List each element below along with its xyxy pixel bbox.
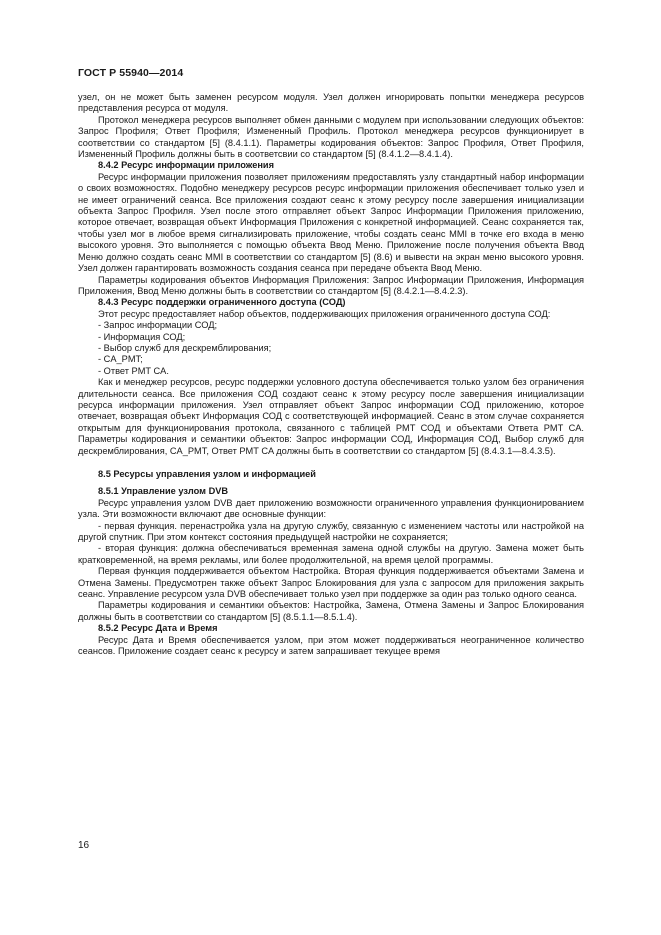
section-heading-8-4-3: 8.4.3 Ресурс поддержки ограниченного доступа (СОД) (98, 297, 346, 308)
list-item: - первая функция. перенастройка узла на другую службу, связанную с изменением частоты или настройкой на другой спутник. При этом контекст состояния предыдущей настройки не сохраняется; (78, 520, 584, 543)
paragraph-resource-manager: Протокол менеджера ресурсов выполняет обмен данными с модулем при использовании следующих объектов: Запрос Профиля; Ответ Профиля; Измененный Профиль. Протокол менеджера ресурсов функционирует в соответствии со стандартом [5] (8.4.1.1). Параметры кодирования объектов: Запрос Профиля, Ответ Профиля, Измененный Профиль должны быть в соответсвии со стандартом [5] (8.4.1.2—8.4.1.4). (78, 114, 584, 160)
page-number: 16 (78, 840, 90, 851)
list-item: - вторая функция: должна обеспечиваться временная замена одной службы на другую. Замена может быть кратковременной, на время рекламы, или более продолжительной, на время целой программы. (78, 543, 584, 565)
paragraph-continuation: узел, он не может быть заменен ресурсом модуля. Узел должен игнорировать попытки менеджера ресурсов представления ресурса от модуля. (78, 92, 584, 114)
paragraph-app-info: Ресурс информации приложения позволяет приложениям предоставлять узлу стандартный набор информации о своих возможностях. Подобно менеджеру ресурсов ресурс информации приложения обеспечивает только узел и не имеет ограничений сеанса. Все приложения создают сеанс к этому ресурсу после завершения инициализации объекта Запрос Профиля. Узел после этого отправляет объект Запрос Информации Приложения приложению, которое отвечает, возвращая объект Информация Приложения с конкретной информацией. Сеанс сохраняется так, чтобы узел мог в любое время сигнализировать приложение, чтобы создать сеанс MMI в точке его входа в меню высокого уровня. Это выполняется с помощью объекта Ввод Меню. Приложение после получения объекта Ввод Меню должно создать сеанс MMI в соответствии со стандартом [5] (8.6) и вывести на экран меню высокого уровня. Узел должен гарантировать возможность создания сеанса при передаче объекта Ввод Меню. (78, 171, 584, 274)
list-item: - Запрос информации СОД; (98, 320, 218, 331)
paragraph-dvb-params: Параметры кодирования и семантики объектов: Настройка, Замена, Отмена Замены и Запрос Блокирования должны быть в соответствии со стандартом [5] (8.5.1.1—8.5.1.4). (78, 600, 584, 622)
dvb-function-list (78, 521, 584, 567)
list-item: - Ответ PMT CA. (98, 365, 169, 376)
paragraph-dvb-intro: Ресурс управления узлом DVB дает приложению возможности ограниченного управления функционированием узла. Эти возможности включают две основные функции: (78, 497, 584, 520)
section-heading-8-5-1: 8.5.1 Управление узлом DVB (98, 486, 229, 497)
document-body (78, 92, 584, 658)
section-heading-8-5-2: 8.5.2 Ресурс Дата и Время (98, 623, 218, 634)
paragraph-dvb-functions: Первая функция поддерживается объектом Настройка. Вторая функция поддерживается объектами Замена и Отмена Замены. Предусмотрен также объект Запрос Блокирования для узла с запросом для приложения закрыть сеанс. Управление ресурсом узла DVB обеспечивает только узел при поддержке за один раз только одного сеанса. (78, 566, 584, 600)
cas-object-list (78, 320, 584, 377)
list-item: - Информация СОД; (98, 331, 186, 342)
paragraph-date-time: Ресурс Дата и Время обеспечивается узлом, при этом может поддерживаться неограниченное количество сеансов. Приложение создает сеанс к ресурсу и затем запрашивает текущее время (78, 634, 584, 657)
list-item: - Выбор служб для дескремблирования; (98, 342, 272, 353)
section-heading-8-5: 8.5 Ресурсы управления узлом и информацией (98, 469, 316, 479)
paragraph-cas-intro: Этот ресурс предоставляет набор объектов, поддерживающих приложения ограниченного доступа СОД: (98, 308, 551, 319)
document-header: ГОСТ Р 55940—2014 (78, 67, 184, 79)
paragraph-app-info-params: Параметры кодирования объектов Информация Приложения: Запрос Информации Приложения, Информация Приложения, Ввод Меню должны быть в соответствии со стандартом [5] (8.4.2.1—8.4.2.3). (78, 274, 584, 296)
section-heading-8-4-2: 8.4.2 Ресурс информации приложения (98, 160, 275, 171)
paragraph-cas-description: Как и менеджер ресурсов, ресурс поддержки условного доступа обеспечивается только узлом без ограничения длительности сеанса. Все приложения СОД создают сеанс к этому ресурсу после завершения инициализации ресурса информации приложения. Узел отправляет объект Запрос информации СОД приложению, которое отвечает, возвращая объект Информация СОД с соответствующей информацией. Сеанс в этом случае сохраняется открытым для функционирования протокола, связанного с таблицей PMT СОД и объектами Ответа PMT CA. Параметры кодирования и семантики объектов: Запрос информации СОД, Информация СОД, Выбор служб для дескремблирования, CA_PMT, Ответ PMT CA должны быть в соответствии со стандартом [5] (8.4.3.1—8.4.3.5). (78, 377, 584, 456)
list-item: - CA_PMT; (98, 354, 143, 365)
